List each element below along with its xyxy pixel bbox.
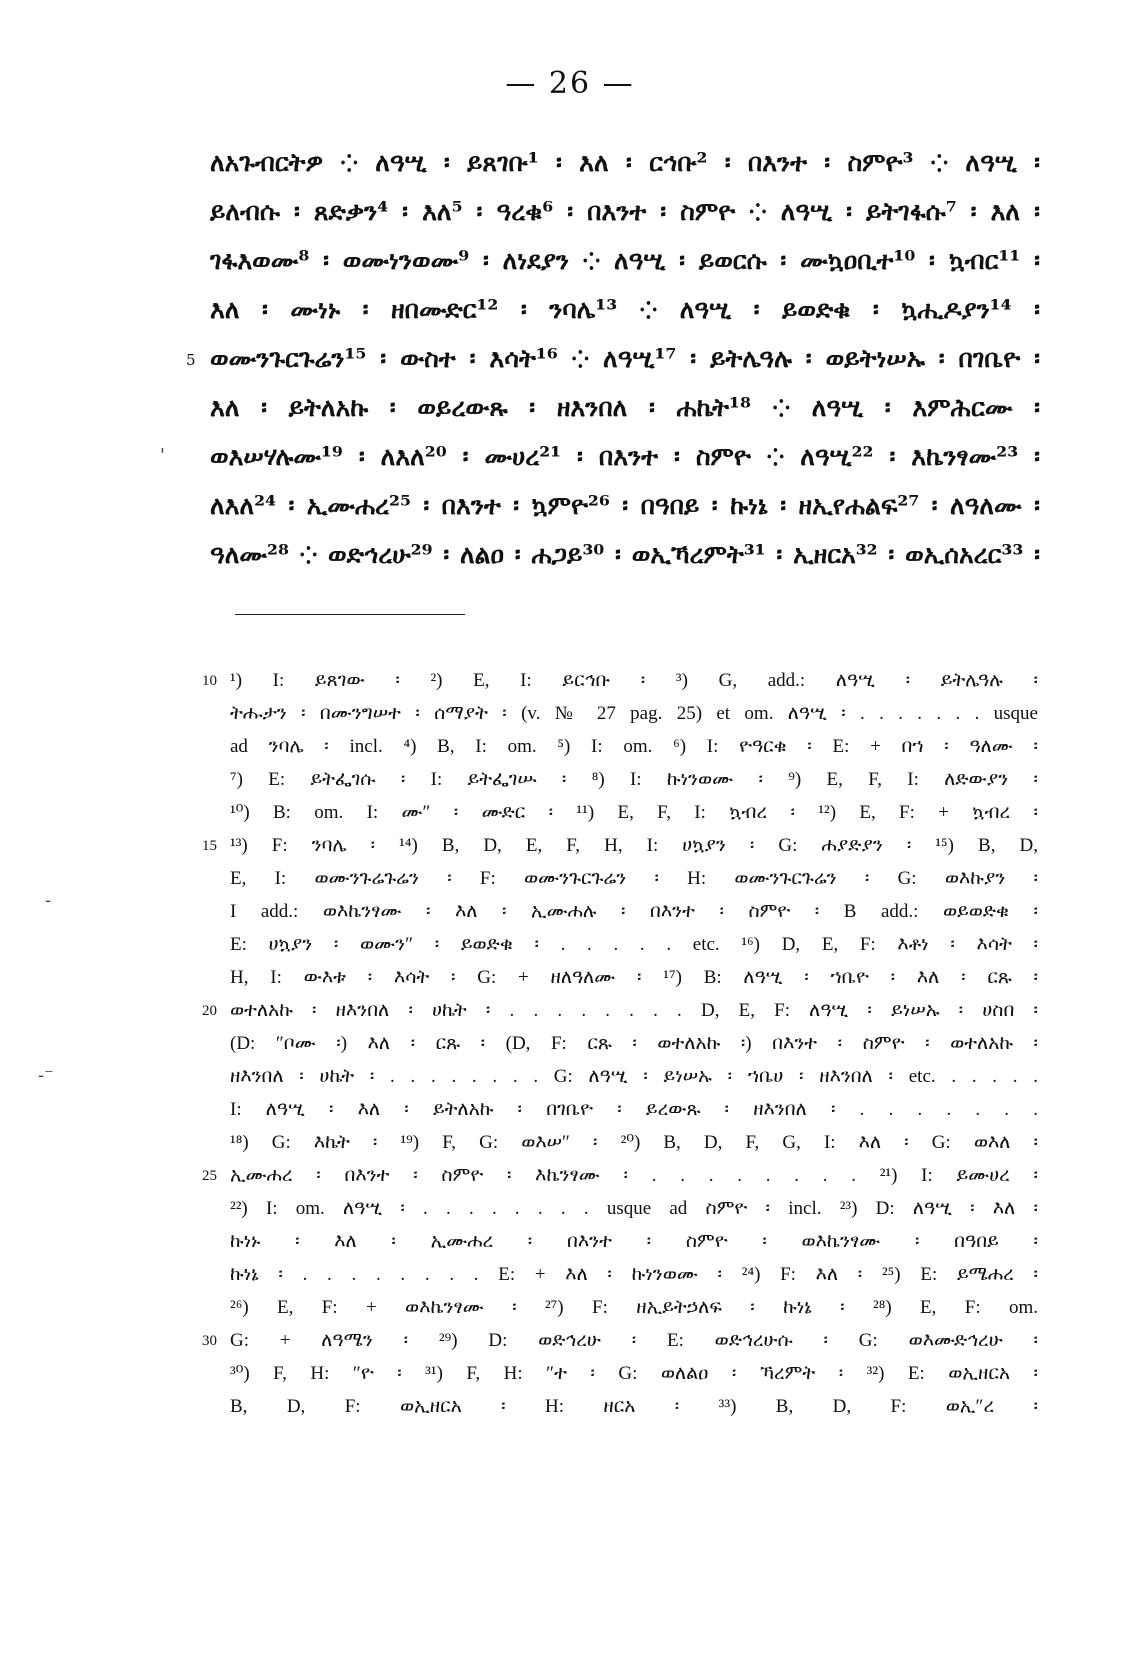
- footnote-line-content: ¹⁸) G: እኬት ፡ ¹⁹) F, G: ወእሠ″ ፡ ²⁰) B, D, F, G, I: እለ ፡ G: ወእለ ፡: [230, 1132, 1038, 1153]
- footnote-line: [230, 1126, 1038, 1159]
- main-text-line-content: ለአጉብርትዎ ⁘ ለዓሢ ፡ ይጸገቡ¹ ፡ እለ ፡ ርኅቡ² ፡ በእንተ ፡ ስምዮ³ ⁘ ለዓሢ ፡: [210, 148, 1040, 177]
- footnote-line: [202, 1324, 1038, 1357]
- footnote-line-content: ወተለአኩ ፡ ዘእንበለ ፡ ሀኬት ፡ . . . . . . . . D, E, F: ለዓሢ ፡ ይነሠኡ ፡ ሀስበ ፡: [230, 1000, 1038, 1021]
- scan-mark: ': [160, 445, 165, 466]
- footnote-line: [230, 1291, 1038, 1324]
- main-text-line-content: ወሙንጉርጉሬን¹⁵ ፡ ውስተ ፡ እሳት¹⁶ ⁘ ለዓሢ¹⁷ ፡ ይትሌዓሉ ፡ ወይትነሠኡ ፡ በገቤዮ ፡: [210, 344, 1040, 373]
- footnote-line: [230, 796, 1038, 829]
- footnote-line: [230, 928, 1038, 961]
- footnote-line: [202, 829, 1038, 862]
- main-text-line-content: ወእሠሃሉሙ¹⁹ ፡ ለእለ²⁰ ፡ ሙሀረ²¹ ፡ በእንተ ፡ ስምዮ ⁘ ለዓሢ²² ፡ እኬንፃሙ²³ ፡: [210, 442, 1040, 471]
- footnote-line-content: I add.: ወእኬንፃሙ ፡ እለ ፡ ኢሙሐሉ ፡ በእንተ ፡ ስምዮ ፡ B add.: ወይወድቁ ፡: [230, 901, 1038, 922]
- footnote-line-content: ኩነኑ ፡ እለ ፡ ኢሙሐረ ፡ በእንተ ፡ ስምዮ ፡ ወእኬንፃሙ ፡ በዓበይ ፡: [230, 1231, 1038, 1252]
- footnote-line-content: E: ሀኳያን ፡ ወሙን″ ፡ ይወድቁ ፡ . . . . . etc. ¹⁶) D, E, F: እቶነ ፡ እሳት ፡: [230, 934, 1038, 955]
- main-text-line-content: ይለብሱ ፡ ጸድቃን⁴ ፡ እለ⁵ ፡ ዓረቁ⁶ ፡ በእንተ ፡ ስምዮ ⁘ ለዓሢ ፡ ይትገፋሱ⁷ ፡ እለ ፡: [210, 197, 1040, 226]
- main-text-line-content: ገፋእወሙ⁸ ፡ ወሙነንወሙ⁹ ፡ ለነደያን ⁘ ለዓሢ ፡ ይወርሱ ፡ ሙኳዐቢተ¹⁰ ፡ ኳብር¹¹ ፡: [210, 246, 1040, 275]
- footnote-line: [230, 1192, 1038, 1225]
- footnote-line: [230, 862, 1038, 895]
- line-number: 15: [202, 838, 217, 854]
- footnote-line-content: ⁷) E: ይትፌገሱ ፡ I: ይትፌገሡ ፡ ⁸) I: ኩነንወሙ ፡ ⁹) E, F, I: ለድውያን ፡: [230, 769, 1038, 790]
- footnote-line: [230, 1060, 1038, 1093]
- footnote-line-content: B, D, F: ወኢዘርአ ፡ H: ዘርአ ፡ ³³) B, D, F: ወኢ″ረ ፡: [230, 1396, 1038, 1417]
- main-text-line: [210, 187, 1040, 236]
- footnote-line: [230, 730, 1038, 763]
- main-text-line-content: እለ ፡ ይትለአኩ ፡ ወይረውጹ ፡ ዘእንበለ ፡ ሐኬት¹⁸ ⁘ ለዓሢ ፡ እምሕርሙ ፡: [210, 393, 1040, 422]
- main-text-line: [210, 236, 1040, 285]
- footnote-line-content: ትሑታን ፡ በሙንግሠተ ፡ ሰማያት ፡ (v. № 27 pag. 25) et om. ለዓሢ ፡ . . . . . . . usque: [230, 703, 1038, 724]
- scan-mark: -⁻: [38, 1065, 54, 1086]
- footnote-line: [230, 1225, 1038, 1258]
- footnote-line: [230, 961, 1038, 994]
- footnote-line-content: ዘእንበለ ፡ ሀኬት ፡ . . . . . . . . G: ለዓሢ ፡ ይነሠኡ ፡ ኀቤሀ ፡ ዘእንበለ ፡ etc. . . . . .: [230, 1066, 1038, 1087]
- footnote-line: [230, 1423, 1038, 1456]
- footnote-line: [230, 1357, 1038, 1390]
- line-number: 20: [202, 1003, 217, 1019]
- line-number: 5: [186, 351, 196, 369]
- footnote-line-content: ²²) I: om. ለዓሢ ፡ . . . . . . . . usque ad ስምዮ ፡ incl. ²³) D: ለዓሢ ፡ እለ ፡: [230, 1198, 1038, 1219]
- footnote-line-content: ¹³) F: ንባሌ ፡ ¹⁴) B, D, E, F, H, I: ሀኳያን ፡ G: ሐያድያን ፡ ¹⁵) B, D,: [230, 835, 1038, 856]
- footnote-line: [230, 895, 1038, 928]
- footnote-line-content: I: ለዓሢ ፡ እለ ፡ ይትለአኩ ፡ በገቤዮ ፡ ይረውጹ ፡ ዘእንበለ ፡ . . . . . . .: [230, 1099, 1038, 1120]
- main-text-line: [210, 383, 1040, 432]
- footnotes: [202, 664, 1038, 1456]
- footnote-line-content: ²⁶) E, F: + ወእኬንፃሙ ፡ ²⁷) F: ዘኢይትኃለፍ ፡ ኩነኔ ፡ ²⁸) E, F: om.: [230, 1297, 1038, 1318]
- main-text-line: [210, 481, 1040, 530]
- main-text-line-content: ለእለ²⁴ ፡ ኢሙሐረ²⁵ ፡ በእንተ ፡ ኳምዮ²⁶ ፡ በዓበይ ፡ ኩነኔ ፡ ዘኢየሐልፍ²⁷ ፡ ለዓለሙ ፡: [210, 491, 1040, 520]
- footnote-line: [230, 697, 1038, 730]
- footnote-line-content: (D: ″ቦሙ ፡) እለ ፡ ርጹ ፡ (D, F: ርጹ ፡ ወተለአኩ ፡) በእንተ ፡ ስምዮ ፡ ወተለአኩ ፡: [230, 1033, 1038, 1054]
- footnote-line: [230, 1093, 1038, 1126]
- footnote-line-content: G: + ለዓሜን ፡ ²⁹) D: ወድኅረሁ ፡ E: ወድኅረሁሱ ፡ G: ወእሙድኅረሁ ፡: [230, 1330, 1038, 1351]
- footnote-line-content: ad ንባሌ ፡ incl. ⁴) B, I: om. ⁵) I: om. ⁶) I: ዮዓርቁ ፡ E: + በኀ ፡ ዓለሙ ፡: [230, 736, 1038, 757]
- footnote-line: [230, 763, 1038, 796]
- main-text-line: [210, 285, 1040, 334]
- footnote-line: [202, 994, 1038, 1027]
- footnote-line: [202, 664, 1038, 697]
- footnote-line: [230, 1390, 1038, 1423]
- footnote-line-content: ³⁰) F, H: ″ዮ ፡ ³¹) F, H: ″ተ ፡ G: ወለልዐ ፡ ኻረምት ፡ ³²) E: ወኢዘርአ ፡: [230, 1363, 1038, 1384]
- line-number: 25: [202, 1168, 217, 1184]
- main-text: [186, 138, 1040, 579]
- line-number: 10: [202, 673, 217, 689]
- footnote-line: [230, 1027, 1038, 1060]
- footnote-line-content: ¹) I: ይጸገው ፡ ²) E, I: ይርኅቡ ፡ ³) G, add.: ለዓሢ ፡ ይትሌዓሉ ፡: [230, 670, 1038, 691]
- scan-mark: -: [45, 890, 52, 911]
- footnote-separator-rule: [235, 614, 465, 615]
- main-text-line: [186, 334, 1040, 383]
- main-text-line: [210, 138, 1040, 187]
- line-number: 30: [202, 1333, 217, 1349]
- footnote-line-content: ኩነኔ ፡ . . . . . . . . E: + እለ ፡ ኩነንወሙ ፡ ²⁴) F: እለ ፡ ²⁵) E: ይሜሐረ ፡: [230, 1264, 1038, 1285]
- page-number: — 26 —: [505, 66, 635, 101]
- footnote-line: [230, 1258, 1038, 1291]
- main-text-line: [210, 530, 1040, 579]
- footnote-line-content: ¹⁰) B: om. I: ሙ″ ፡ ሙድር ፡ ¹¹) E, F, I: ኳብረ ፡ ¹²) E, F: + ኳብረ ፡: [230, 802, 1038, 823]
- footnote-line-content: H, I: ውእቱ ፡ እሳት ፡ G: + ዘለዓለሙ ፡ ¹⁷) B: ለዓሢ ፡ ኀቤዮ ፡ እለ ፡ ርጹ ፡: [230, 967, 1038, 988]
- footnote-line-content: E, I: ወሙንጉሬጉሬን ፡ F: ወሙንጉርጉሬን ፡ H: ወሙንጉርጉሬን ፡ G: ወእኩያን ፡: [230, 868, 1038, 889]
- footnote-line-content: ኢሙሐረ ፡ በእንተ ፡ ስምዮ ፡ እኬንፃሙ ፡ . . . . . . . . ²¹) I: ይሙሀረ ፡: [230, 1165, 1038, 1186]
- main-text-line-content: እለ ፡ ሙነኑ ፡ ዘበሙድር¹² ፡ ንባሌ¹³ ⁘ ለዓሢ ፡ ይወድቁ ፡ ኳሒዶያን¹⁴ ፡: [210, 295, 1040, 324]
- main-text-line: [210, 432, 1040, 481]
- footnote-line: [202, 1159, 1038, 1192]
- main-text-line-content: ዓለሙ²⁸ ⁘ ወድኅረሁ²⁹ ፡ ለልዐ ፡ ሐጋይ³⁰ ፡ ወኢኻረምት³¹ ፡ ኢዘርአ³² ፡ ወኢሰአረር³³ ፡: [210, 540, 1040, 569]
